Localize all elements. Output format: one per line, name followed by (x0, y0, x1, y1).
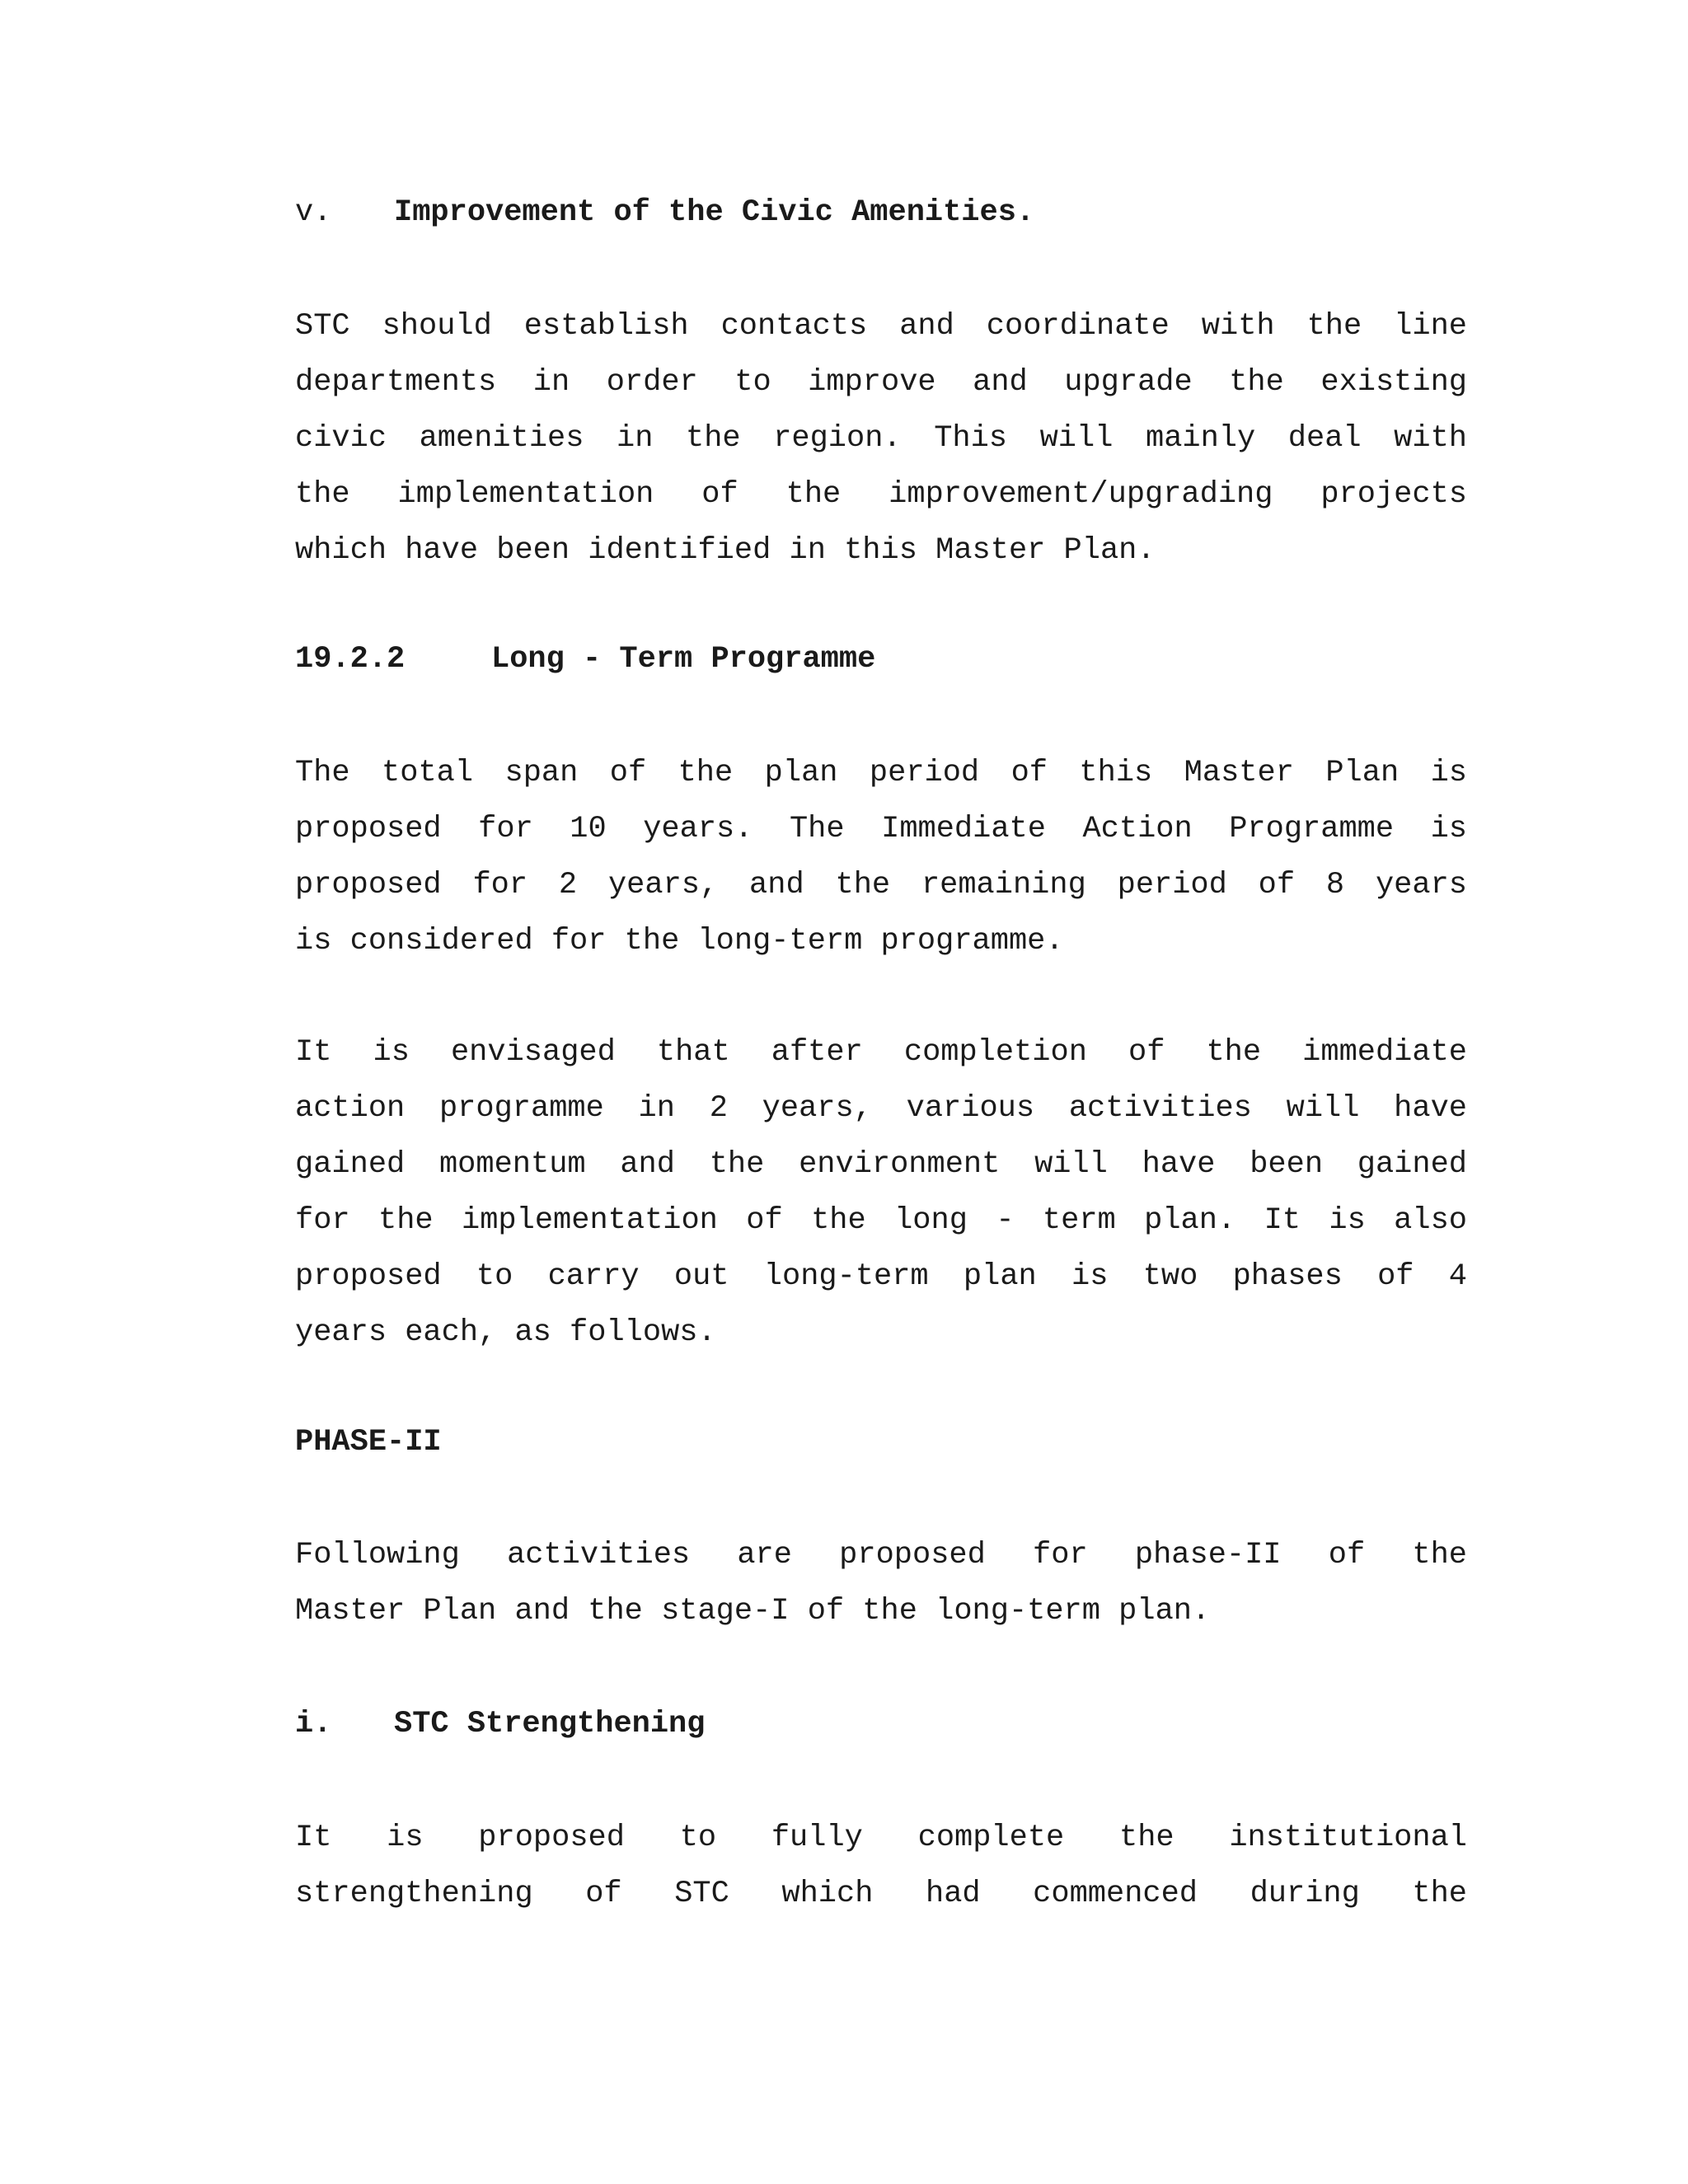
paragraph-line: Following activities are proposed for phase-II of the (295, 1538, 1467, 1572)
paragraph-line: gained momentum and the environment will have been gained (295, 1147, 1467, 1182)
paragraph-line: It is proposed to fully complete the institutional (295, 1821, 1467, 1855)
section-number: v. (295, 195, 332, 230)
phase-heading (295, 1424, 442, 1460)
paragraph-envisaged (295, 1024, 1467, 1361)
paragraph-line: civic amenities in the region. This will mainly deal with (295, 421, 1467, 456)
paragraph-line: years each, as follows. (295, 1315, 716, 1350)
paragraph-line: The total span of the plan period of this Master Plan is (295, 756, 1467, 790)
paragraph-line: proposed for 10 years. The Immediate Action Programme is (295, 812, 1467, 846)
paragraph-line: the implementation of the improvement/upgrading projects (295, 477, 1467, 512)
paragraph-line: action programme in 2 years, various activities will have (295, 1091, 1467, 1126)
paragraph-line: Master Plan and the stage-I of the long-term plan. (295, 1594, 1211, 1629)
paragraph-line: for the implementation of the long - term plan. It is also (295, 1203, 1467, 1238)
paragraph-line: proposed for 2 years, and the remaining period of 8 years (295, 868, 1467, 902)
section-heading-stc-strengthening (295, 1706, 705, 1742)
section-title: Long - Term Programme (491, 642, 876, 677)
paragraph-following-activities (295, 1527, 1467, 1639)
section-number: i. (295, 1707, 332, 1741)
paragraph-line: is considered for the long-term programme. (295, 924, 1064, 958)
section-number: 19.2.2 (295, 642, 406, 677)
paragraph-line: departments in order to improve and upgrade the existing (295, 365, 1467, 400)
paragraph-line: which have been identified in this Master Plan. (295, 533, 1156, 568)
paragraph-civic-amenities (295, 298, 1467, 579)
paragraph-line: strengthening of STC which had commenced during the (295, 1877, 1467, 1911)
paragraph-plan-span (295, 745, 1467, 969)
section-heading-long-term-programme (295, 641, 875, 677)
paragraph-line: It is envisaged that after completion of the immediate (295, 1035, 1467, 1070)
paragraph-line: STC should establish contacts and coordinate with the line (295, 309, 1467, 344)
section-heading-civic-amenities (295, 194, 1034, 231)
section-title: Improvement of the Civic Amenities. (394, 195, 1035, 230)
section-title: STC Strengthening (394, 1707, 706, 1741)
paragraph-stc-strengthening (295, 1810, 1467, 1922)
phase-title: PHASE-II (295, 1425, 442, 1460)
paragraph-line: proposed to carry out long-term plan is two phases of 4 (295, 1259, 1467, 1294)
